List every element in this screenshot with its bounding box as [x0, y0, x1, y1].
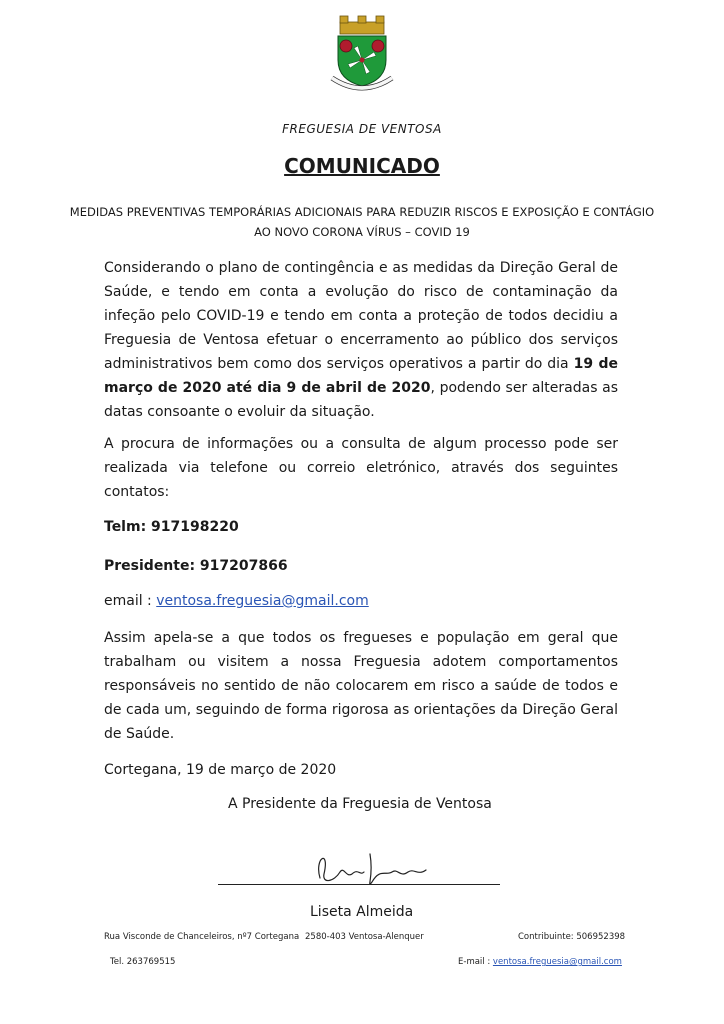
footer-phone: Tel. 263769515: [110, 957, 176, 967]
parish-crest-icon: [324, 14, 400, 98]
footer-email: [458, 957, 622, 967]
footer-email-label: E-mail :: [458, 957, 493, 967]
handwritten-signature-icon: [300, 838, 440, 894]
paragraph-contacts: A procura de informações ou a consulta de algum processo pode ser realizada via telefone ou correio eletrónico, através dos seguintes contatos:: [104, 436, 618, 500]
footer-address: Rua Visconde de Chanceleiros, nº7 Cortegana: [104, 932, 300, 942]
email-label: email :: [104, 593, 157, 609]
page-title: COMUNICADO: [284, 154, 440, 178]
mobile-phone: Telm: 917198220: [104, 519, 239, 535]
closure-dates: 19 de março de 2020 até dia 9 de abril de 2020: [104, 356, 619, 396]
paragraph-closure: [104, 256, 618, 424]
paragraph-appeal: Assim apela-se a que todos os fregueses e população em geral que trabalham ou visitem a nossa Freguesia adotem comportamentos responsáveis no sentido de não colocarem em risco a saúde de todos e de cada um, seguindo de forma rigorosa as orientações da Direção Geral de Saúde.: [104, 630, 618, 742]
signature-line: [218, 884, 500, 885]
signatory-name: Liseta Almeida: [310, 904, 414, 920]
signatory-role: A Presidente da Freguesia de Ventosa: [228, 796, 492, 812]
president-phone: Presidente: 917207866: [104, 558, 288, 574]
paragraph-closure-text: Considerando o plano de contingência e as medidas da Direção Geral de Saúde, e tendo em conta a evolução do risco de contaminação da infeção pelo COVID-19 e tendo em conta a proteção de todos decidiu a Freguesia de Ventosa efetuar o encerramento ao público dos serviços administrativos bem como dos serviços operativos a partir do dia: [104, 260, 618, 372]
parish-name: FREGUESIA DE VENTOSA: [282, 122, 442, 136]
footer-postal-code: 2580-403 Ventosa-Alenquer: [305, 932, 424, 942]
place-date: Cortegana, 19 de março de 2020: [104, 762, 337, 778]
footer-email-link[interactable]: ventosa.freguesia@gmail.com: [492, 957, 622, 967]
email-link[interactable]: ventosa.freguesia@gmail.com: [156, 593, 369, 609]
footer-tax-id: Contribuinte: 506952398: [518, 932, 626, 942]
paragraph-closure-end: , podendo ser alteradas as datas consoante o evoluir da situação.: [104, 380, 618, 420]
email-line: [104, 591, 369, 611]
subtitle: MEDIDAS PREVENTIVAS TEMPORÁRIAS ADICIONAIS PARA REDUZIR RISCOS E EXPOSIÇÃO E CONTÁGIO AO NOVO CORONA VÍRUS – COVID 19: [69, 205, 655, 239]
